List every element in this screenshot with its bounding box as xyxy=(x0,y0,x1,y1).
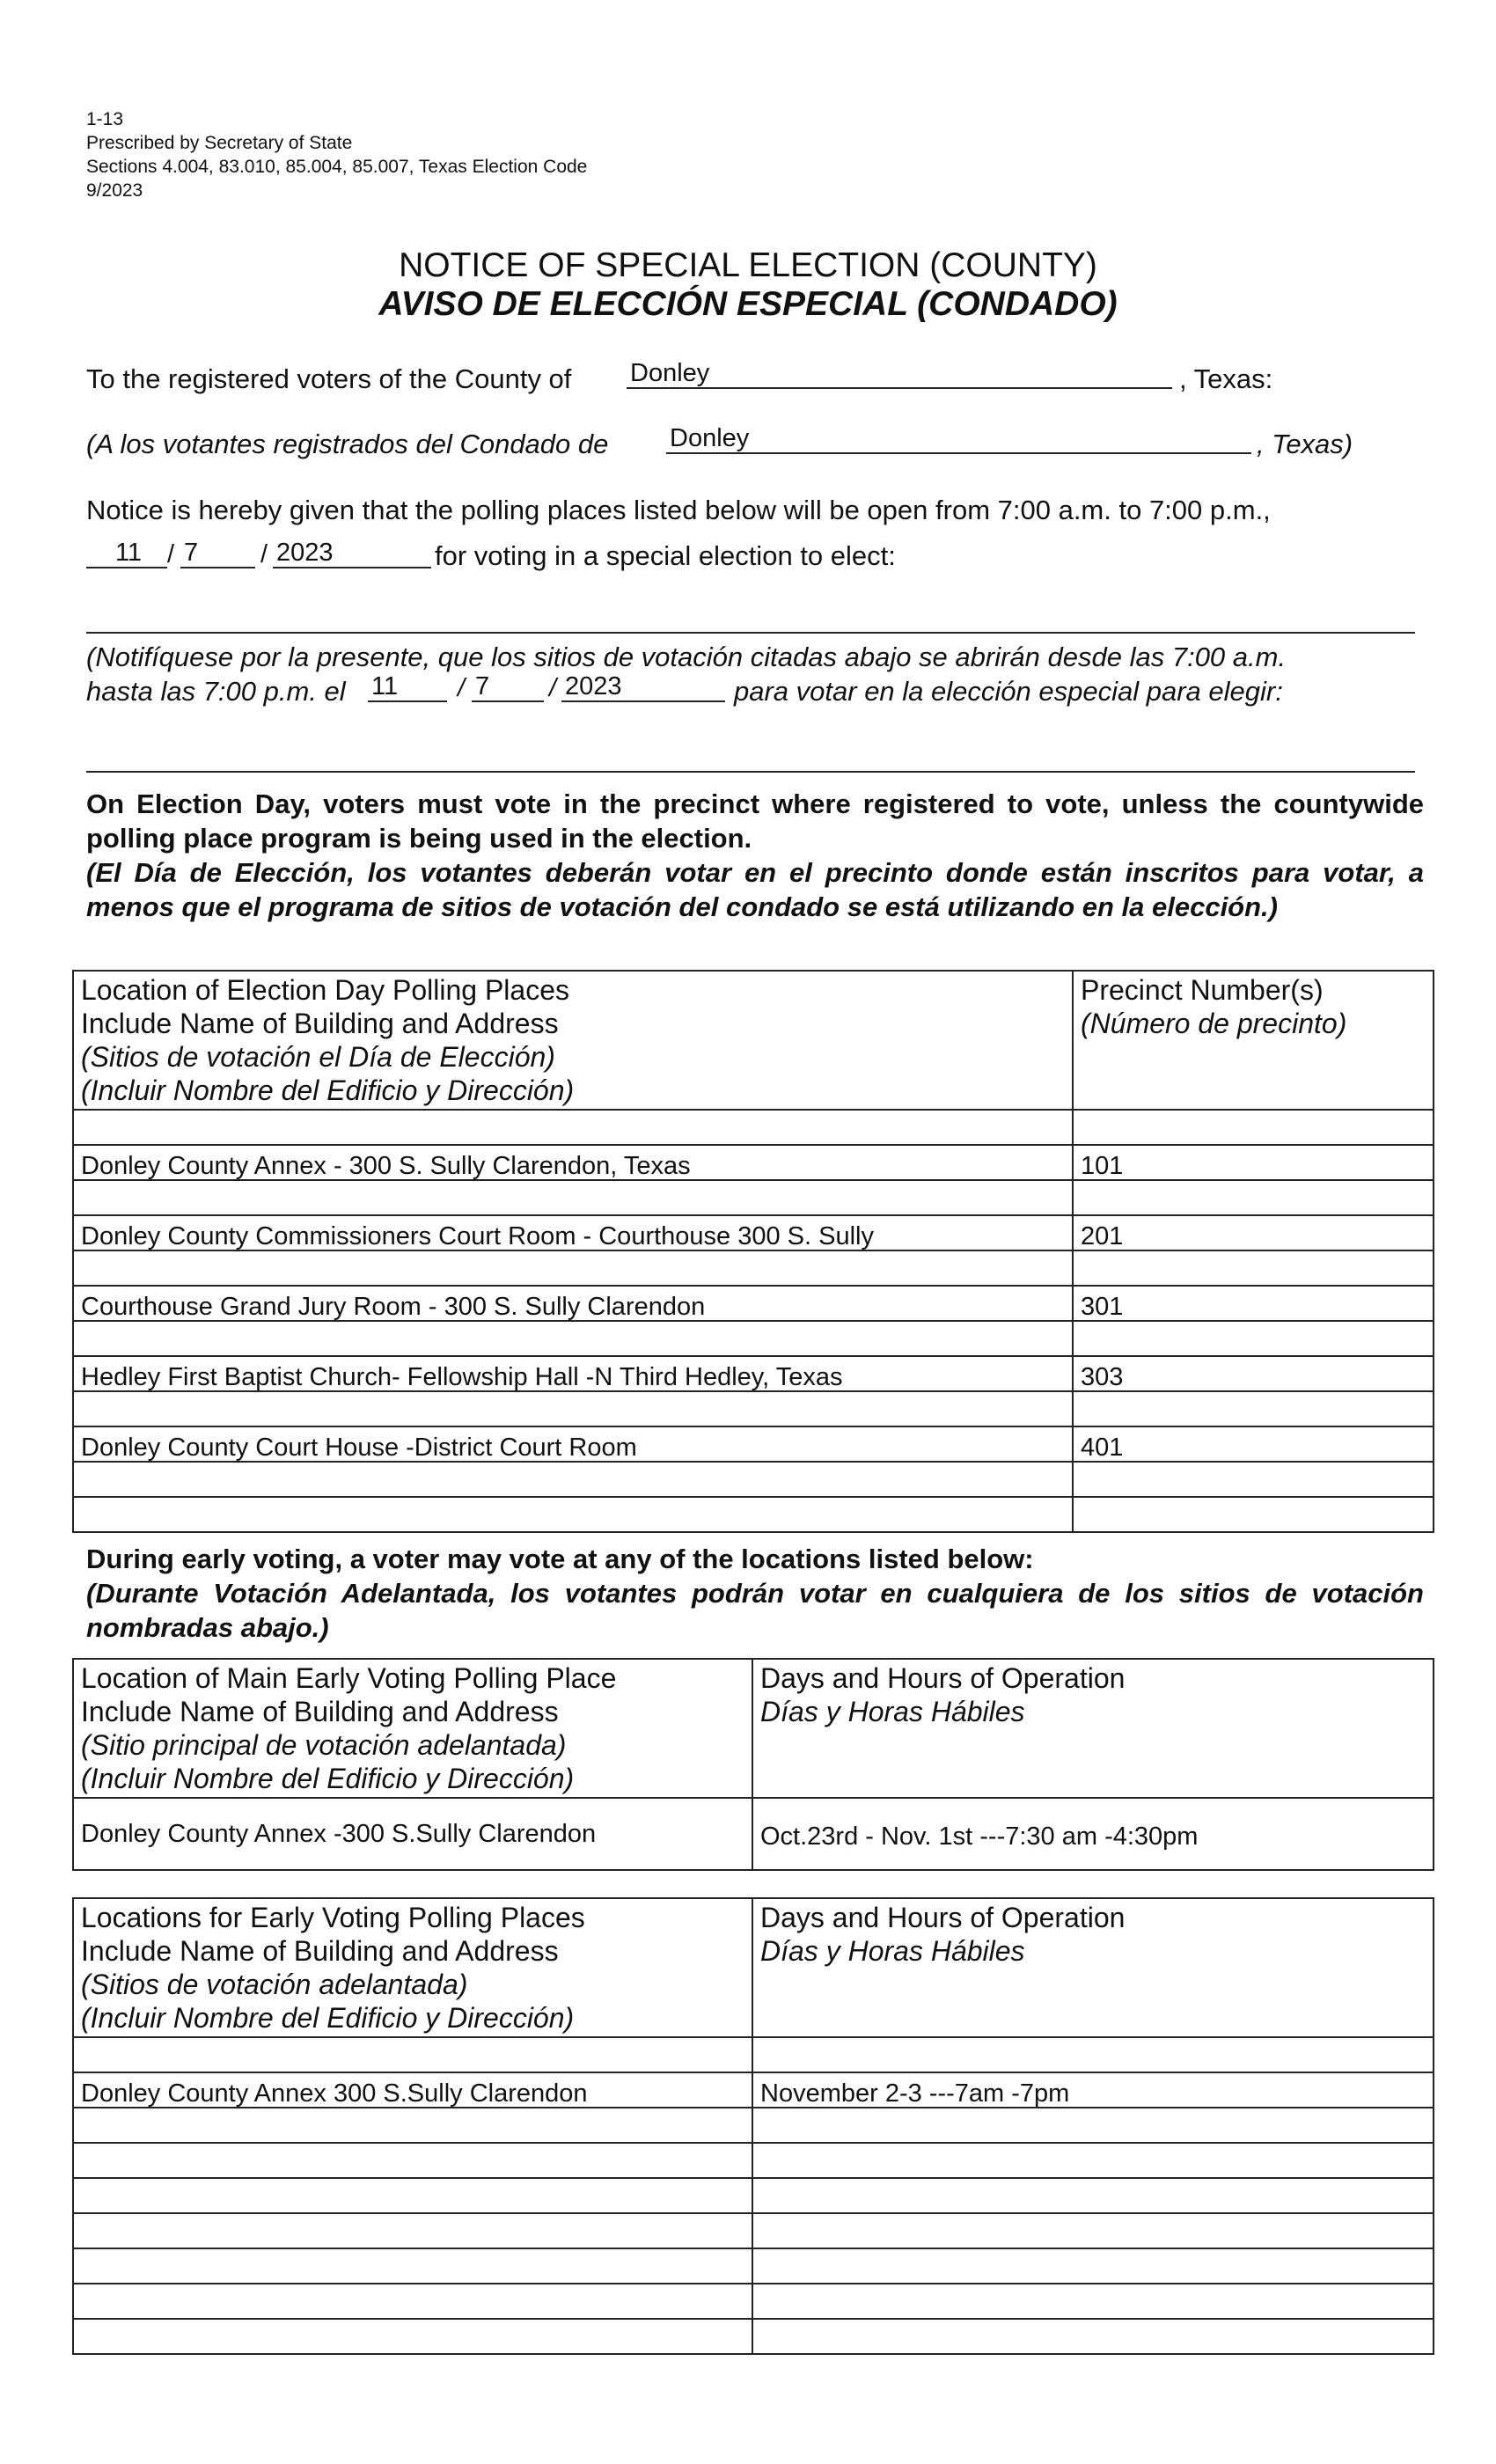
texas-label-es: , Texas) xyxy=(1257,429,1353,459)
early-location-header xyxy=(73,1898,752,2037)
main-days-header-line: Días y Horas Hábiles xyxy=(760,1696,1025,1727)
date-day-field[interactable]: 7 xyxy=(180,539,255,568)
date-day-field-es[interactable]: 7 xyxy=(472,672,544,702)
early-days-header-line: Días y Horas Hábiles xyxy=(760,1935,1025,1967)
for-voting-label-es: para votar en la elección especial para elegir: xyxy=(734,676,1283,707)
election-day-table xyxy=(72,970,1434,1533)
early-location-header-line: (Sitios de votación adelantada) xyxy=(81,1969,468,2000)
early-location-cell[interactable] xyxy=(73,2248,752,2284)
precinct-header xyxy=(1073,971,1434,1110)
precinct-cell[interactable] xyxy=(1073,1391,1434,1426)
early-location-header-line: Include Name of Building and Address xyxy=(81,1935,559,1967)
precinct-cell[interactable]: 201 xyxy=(1073,1215,1434,1250)
early-days-cell[interactable] xyxy=(752,2248,1434,2284)
notice-text: Notice is hereby given that the polling places listed below will be open from 7:00 a.m. to 7:00 p.m., xyxy=(86,495,1271,525)
date-slash: / xyxy=(260,540,268,568)
main-location-header xyxy=(73,1659,752,1798)
main-location-header-line: Location of Main Early Voting Polling Place xyxy=(81,1662,617,1694)
code-sections: Sections 4.004, 83.010, 85.004, 85.007, Texas Election Code xyxy=(86,157,588,177)
early-days-cell[interactable] xyxy=(752,2213,1434,2248)
date-month-field[interactable]: 11 xyxy=(86,539,167,568)
office-blank-line-es[interactable] xyxy=(86,771,1415,773)
location-cell[interactable] xyxy=(73,1180,1073,1215)
precinct-cell[interactable] xyxy=(1073,1321,1434,1356)
county-field-es[interactable]: Donley xyxy=(666,424,1251,454)
location-cell[interactable]: Donley County Annex - 300 S. Sully Clarendon, Texas xyxy=(73,1145,1073,1180)
county-field[interactable]: Donley xyxy=(627,359,1172,389)
early-location-header-line: Locations for Early Voting Polling Places xyxy=(81,1902,585,1933)
main-location-cell[interactable]: Donley County Annex -300 S.Sully Clarendon xyxy=(73,1798,752,1870)
location-header-line: Include Name of Building and Address xyxy=(81,1008,559,1039)
precinct-header-line: (Número de precinto) xyxy=(1081,1008,1347,1039)
early-location-cell[interactable] xyxy=(73,2108,752,2143)
early-location-cell[interactable] xyxy=(73,2284,752,2319)
revision-date: 9/2023 xyxy=(86,180,143,201)
early-days-cell[interactable] xyxy=(752,2178,1434,2213)
location-cell[interactable] xyxy=(73,1321,1073,1356)
early-days-cell[interactable] xyxy=(752,2284,1434,2319)
office-blank-line[interactable] xyxy=(86,632,1415,634)
location-header-line: (Incluir Nombre del Edificio y Dirección) xyxy=(81,1074,575,1106)
early-days-header-line: Days and Hours of Operation xyxy=(760,1902,1126,1933)
early-location-cell[interactable] xyxy=(73,2213,752,2248)
precinct-header-line: Precinct Number(s) xyxy=(1081,974,1324,1006)
location-cell[interactable] xyxy=(73,1462,1073,1497)
precinct-cell[interactable]: 101 xyxy=(1073,1145,1434,1180)
early-days-cell[interactable]: November 2-3 ---7am -7pm xyxy=(752,2072,1434,2108)
precinct-cell[interactable] xyxy=(1073,1497,1434,1532)
early-location-cell[interactable]: Donley County Annex 300 S.Sully Clarendon xyxy=(73,2072,752,2108)
early-days-cell[interactable] xyxy=(752,2037,1434,2072)
location-header-line: Location of Election Day Polling Places xyxy=(81,974,569,1006)
precinct-cell[interactable]: 301 xyxy=(1073,1286,1434,1321)
form-number: 1-13 xyxy=(86,109,124,129)
early-days-cell[interactable] xyxy=(752,2108,1434,2143)
early-voting-locations-table xyxy=(72,1897,1434,2355)
early-location-cell[interactable] xyxy=(73,2143,752,2178)
date-year-field-es[interactable]: 2023 xyxy=(561,672,725,702)
page-title: NOTICE OF SPECIAL ELECTION (COUNTY) xyxy=(399,246,1097,284)
precinct-cell[interactable]: 401 xyxy=(1073,1426,1434,1462)
prescribed-by: Prescribed by Secretary of State xyxy=(86,133,353,153)
location-cell[interactable] xyxy=(73,1110,1073,1145)
texas-label: , Texas: xyxy=(1179,363,1273,394)
location-cell[interactable] xyxy=(73,1250,1073,1286)
main-days-cell[interactable]: Oct.23rd - Nov. 1st ---7:30 am -4:30pm xyxy=(752,1798,1434,1870)
page-title-spanish: AVISO DE ELECCIÓN ESPECIAL (CONDADO) xyxy=(378,285,1118,323)
early-days-header xyxy=(752,1898,1434,2037)
early-location-cell[interactable] xyxy=(73,2037,752,2072)
location-cell[interactable]: Donley County Court House -District Court Room xyxy=(73,1426,1073,1462)
date-year-field[interactable]: 2023 xyxy=(273,539,431,568)
precinct-cell[interactable] xyxy=(1073,1250,1434,1286)
precinct-cell[interactable] xyxy=(1073,1180,1434,1215)
precinct-cell[interactable] xyxy=(1073,1110,1434,1145)
early-days-cell[interactable] xyxy=(752,2143,1434,2178)
notice-text-es: (Notifíquese por la presente, que los sitios de votación citadas abajo se abrirán desde las 7:00 a.m. xyxy=(86,642,1287,672)
to-voters-label-es: (A los votantes registrados del Condado de xyxy=(86,429,609,459)
location-header-line: (Sitios de votación el Día de Elección) xyxy=(81,1041,555,1073)
to-voters-label: To the registered voters of the County of xyxy=(86,363,572,394)
for-voting-label: for voting in a special election to elect: xyxy=(435,540,896,571)
location-cell[interactable] xyxy=(73,1497,1073,1532)
location-header xyxy=(73,971,1073,1110)
main-location-header-line: Include Name of Building and Address xyxy=(81,1696,559,1727)
early-location-cell[interactable] xyxy=(73,2178,752,2213)
main-location-header-line: (Incluir Nombre del Edificio y Dirección) xyxy=(81,1763,575,1794)
main-location-header-line: (Sitio principal de votación adelantada) xyxy=(81,1729,567,1761)
date-slash: / xyxy=(549,674,557,702)
location-cell[interactable]: Courthouse Grand Jury Room - 300 S. Sully Clarendon xyxy=(73,1286,1073,1321)
election-day-notice: On Election Day, voters must vote in the precinct where registered to vote, unless the countywide polling place program is being used in the election. xyxy=(86,788,1424,854)
location-cell[interactable] xyxy=(73,1391,1073,1426)
main-early-voting-table xyxy=(72,1658,1434,1871)
location-cell[interactable]: Hedley First Baptist Church- Fellowship Hall -N Third Hedley, Texas xyxy=(73,1356,1073,1391)
date-month-field-es[interactable]: 11 xyxy=(368,672,447,702)
precinct-cell[interactable] xyxy=(1073,1462,1434,1497)
early-location-header-line: (Incluir Nombre del Edificio y Dirección) xyxy=(81,2002,575,2034)
early-voting-notice-es: (Durante Votación Adelantada, los votantes podrán votar en cualquiera de los sitios de votación nombradas abajo.) xyxy=(86,1578,1424,1643)
precinct-cell[interactable]: 303 xyxy=(1073,1356,1434,1391)
election-day-notice-es: (El Día de Elección, los votantes deberán votar en el precinto donde están inscritos para votar, a menos que el programa de sitios de votación del condado se está utilizando en la elección.) xyxy=(86,857,1424,922)
notice-text-es-2: hasta las 7:00 p.m. el xyxy=(86,676,346,707)
location-cell[interactable]: Donley County Commissioners Court Room - Courthouse 300 S. Sully xyxy=(73,1215,1073,1250)
main-days-header xyxy=(752,1659,1434,1798)
date-slash: / xyxy=(458,674,466,702)
early-voting-notice: During early voting, a voter may vote at any of the locations listed below: xyxy=(86,1544,1034,1574)
early-location-cell[interactable] xyxy=(73,2319,752,2354)
main-days-header-line: Days and Hours of Operation xyxy=(760,1662,1126,1694)
date-slash: / xyxy=(167,540,175,568)
early-days-cell[interactable] xyxy=(752,2319,1434,2354)
